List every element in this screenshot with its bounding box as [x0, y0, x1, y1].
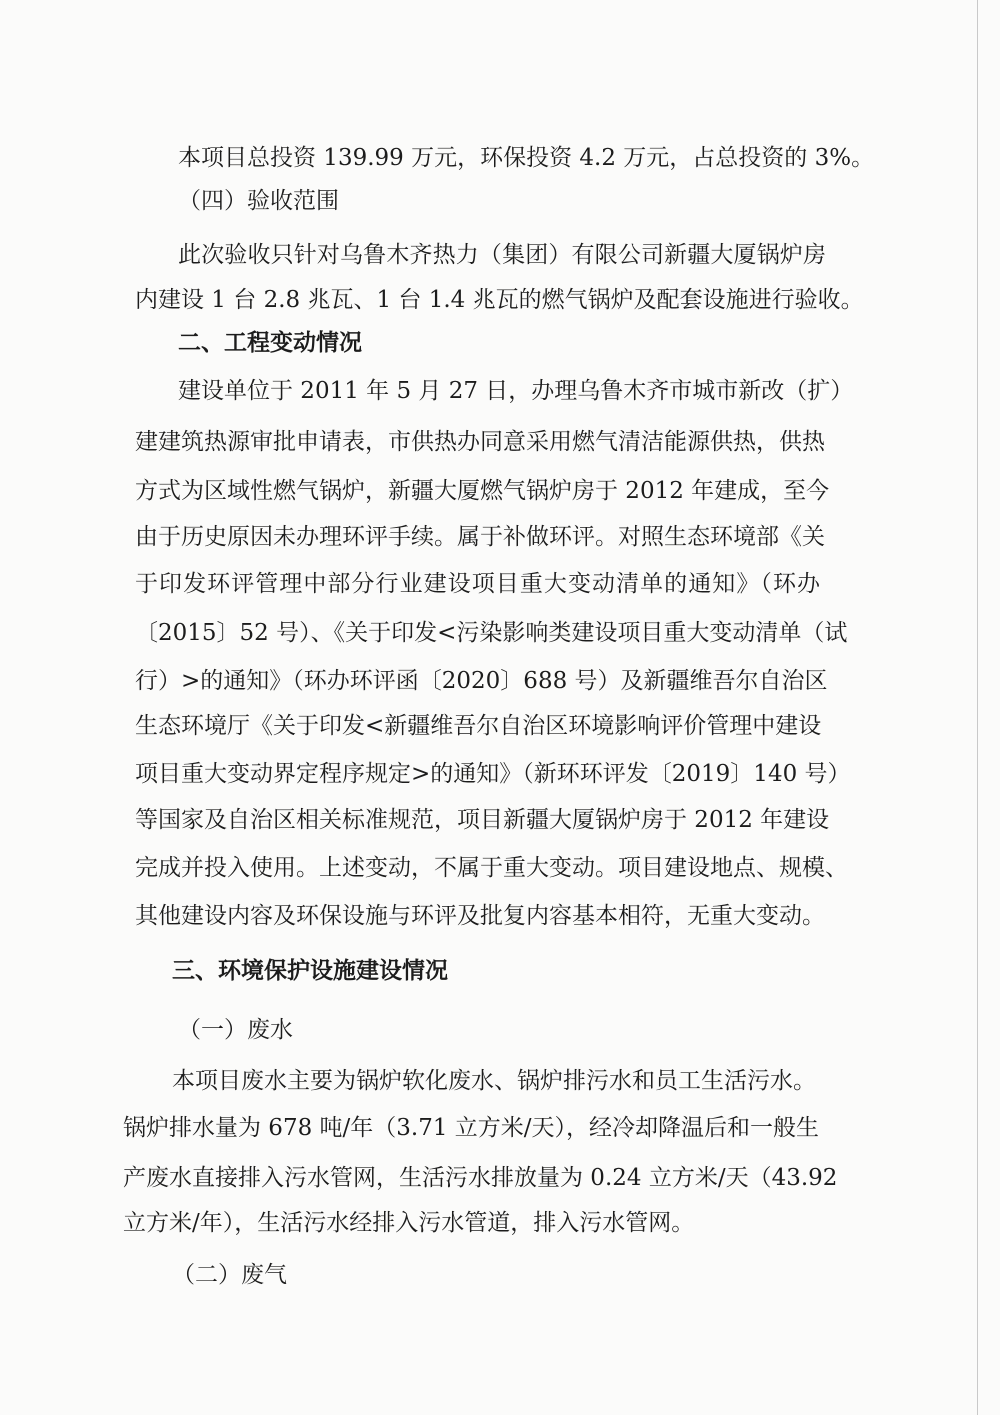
text-line: 方式为区域性燃气锅炉，新疆大厦燃气锅炉房于 2012 年建成，至今	[135, 478, 830, 504]
section-heading: 二、工程变动情况	[178, 329, 362, 356]
text-line: 其他建设内容及环保设施与环评及批复内容基本相符，无重大变动。	[135, 903, 825, 929]
text-line: 等国家及自治区相关标准规范，项目新疆大厦锅炉房于 2012 年建设	[135, 807, 830, 833]
text-line: 由于历史原因未办理环评手续。属于补做环评。对照生态环境部《关	[135, 524, 825, 550]
text-line: 生态环境厅《关于印发<新疆维吾尔自治区环境影响评价管理中建设	[135, 713, 822, 739]
text-line: 于印发环评管理中部分行业建设项目重大变动清单的通知》（环办	[135, 571, 820, 597]
text-line: 建建筑热源审批申请表，市供热办同意采用燃气清洁能源供热，供热	[135, 429, 825, 455]
text-line: 本项目总投资 139.99 万元，环保投资 4.2 万元，占总投资的 3%。	[178, 145, 875, 171]
page-edge-divider	[977, 0, 978, 1415]
text-line: 内建设 1 台 2.8 兆瓦、1 台 1.4 兆瓦的燃气锅炉及配套设施进行验收。	[135, 287, 864, 313]
section-heading: （四）验收范围	[178, 188, 339, 214]
text-line: 锅炉排水量为 678 吨/年（3.71 立方米/天），经冷却降温后和一般生	[123, 1115, 820, 1141]
text-line: 〔2015〕52 号）、《关于印发<污染影响类建设项目重大变动清单（试	[135, 620, 848, 646]
text-line: 完成并投入使用。上述变动，不属于重大变动。项目建设地点、规模、	[135, 855, 848, 881]
text-line: 此次验收只针对乌鲁木齐热力（集团）有限公司新疆大厦锅炉房	[178, 242, 826, 268]
subsection-heading: （二）废气	[172, 1262, 287, 1288]
text-line: 产废水直接排入污水管网，生活污水排放量为 0.24 立方米/天（43.92	[123, 1165, 838, 1191]
text-line: 项目重大变动界定程序规定>的通知》（新环环评发〔2019〕140 号）	[135, 761, 851, 787]
subsection-heading: （一）废水	[178, 1017, 293, 1043]
text-line: 行）>的通知》（环办环评函〔2020〕688 号）及新疆维吾尔自治区	[135, 668, 828, 694]
text-line: 建设单位于 2011 年 5 月 27 日，办理乌鲁木齐市城市新改（扩）	[178, 378, 854, 404]
text-line: 立方米/年），生活污水经排入污水管道，排入污水管网。	[123, 1210, 695, 1236]
text-line: 本项目废水主要为锅炉软化废水、锅炉排污水和员工生活污水。	[172, 1068, 816, 1094]
section-heading: 三、环境保护设施建设情况	[172, 957, 448, 984]
